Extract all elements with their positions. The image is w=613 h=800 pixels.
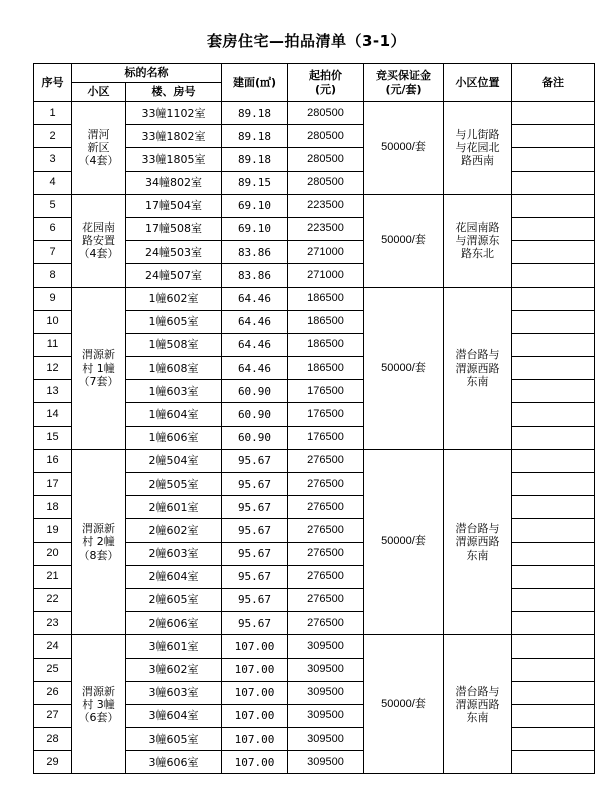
seq-cell: 9 — [34, 287, 72, 310]
area-cell: 95.67 — [222, 496, 288, 519]
area-cell: 107.00 — [222, 728, 288, 751]
header-start-price: 起拍价 (元) — [288, 64, 364, 102]
community-cell: 渭源新 村 3幢 （6套） — [72, 635, 126, 774]
remark-cell — [512, 751, 595, 774]
seq-cell: 12 — [34, 357, 72, 380]
remark-cell — [512, 310, 595, 333]
room-cell: 24幢507室 — [126, 264, 222, 287]
room-cell: 34幢802室 — [126, 171, 222, 194]
area-cell: 95.67 — [222, 588, 288, 611]
deposit-cell: 50000/套 — [364, 102, 444, 195]
seq-cell: 4 — [34, 171, 72, 194]
room-cell: 1幢603室 — [126, 380, 222, 403]
room-cell: 2幢505室 — [126, 473, 222, 496]
price-cell: 280500 — [288, 125, 364, 148]
remark-cell — [512, 217, 595, 240]
price-cell: 276500 — [288, 496, 364, 519]
price-cell: 176500 — [288, 380, 364, 403]
seq-cell: 25 — [34, 658, 72, 681]
room-cell: 3幢605室 — [126, 728, 222, 751]
table-row — [34, 287, 595, 310]
seq-cell: 6 — [34, 217, 72, 240]
seq-cell: 21 — [34, 565, 72, 588]
seq-cell: 3 — [34, 148, 72, 171]
room-cell: 2幢605室 — [126, 588, 222, 611]
room-cell: 33幢1805室 — [126, 148, 222, 171]
price-cell: 276500 — [288, 473, 364, 496]
seq-cell: 18 — [34, 496, 72, 519]
area-cell: 89.18 — [222, 102, 288, 125]
area-cell: 83.86 — [222, 264, 288, 287]
price-cell: 276500 — [288, 565, 364, 588]
price-cell: 309500 — [288, 635, 364, 658]
seq-cell: 10 — [34, 310, 72, 333]
remark-cell — [512, 125, 595, 148]
price-cell: 309500 — [288, 704, 364, 727]
price-cell: 276500 — [288, 542, 364, 565]
price-cell: 186500 — [288, 333, 364, 356]
remark-cell — [512, 264, 595, 287]
seq-cell: 27 — [34, 704, 72, 727]
community-cell: 渭源新 村 2幢 （8套） — [72, 449, 126, 635]
remark-cell — [512, 473, 595, 496]
seq-cell: 2 — [34, 125, 72, 148]
price-cell: 223500 — [288, 194, 364, 217]
remark-cell — [512, 403, 595, 426]
remark-cell — [512, 449, 595, 472]
remark-cell — [512, 333, 595, 356]
price-cell: 309500 — [288, 751, 364, 774]
seq-cell: 5 — [34, 194, 72, 217]
remark-cell — [512, 542, 595, 565]
area-cell: 60.90 — [222, 380, 288, 403]
area-cell: 95.67 — [222, 473, 288, 496]
room-cell: 2幢606室 — [126, 612, 222, 635]
price-cell: 176500 — [288, 426, 364, 449]
header-row-1 — [34, 64, 595, 83]
remark-cell — [512, 426, 595, 449]
area-cell: 69.10 — [222, 194, 288, 217]
remark-cell — [512, 565, 595, 588]
seq-cell: 14 — [34, 403, 72, 426]
header-location: 小区位置 — [444, 64, 512, 102]
table-row — [34, 194, 595, 217]
seq-cell: 8 — [34, 264, 72, 287]
price-cell: 271000 — [288, 264, 364, 287]
location-cell: 与儿街路 与花园北 路西南 — [444, 102, 512, 195]
room-cell: 1幢605室 — [126, 310, 222, 333]
area-cell: 107.00 — [222, 751, 288, 774]
header-name-group: 标的名称 — [72, 64, 222, 83]
remark-cell — [512, 658, 595, 681]
price-cell: 309500 — [288, 658, 364, 681]
room-cell: 3幢606室 — [126, 751, 222, 774]
room-cell: 3幢601室 — [126, 635, 222, 658]
area-cell: 60.90 — [222, 426, 288, 449]
room-cell: 3幢604室 — [126, 704, 222, 727]
room-cell: 1幢508室 — [126, 333, 222, 356]
room-cell: 33幢1802室 — [126, 125, 222, 148]
seq-cell: 1 — [34, 102, 72, 125]
price-cell: 276500 — [288, 588, 364, 611]
header-community: 小区 — [72, 83, 126, 102]
price-cell: 223500 — [288, 217, 364, 240]
seq-cell: 22 — [34, 588, 72, 611]
deposit-cell: 50000/套 — [364, 287, 444, 449]
remark-cell — [512, 704, 595, 727]
price-cell: 186500 — [288, 287, 364, 310]
price-cell: 186500 — [288, 310, 364, 333]
remark-cell — [512, 612, 595, 635]
area-cell: 89.15 — [222, 171, 288, 194]
area-cell: 107.00 — [222, 681, 288, 704]
deposit-cell: 50000/套 — [364, 194, 444, 287]
room-cell: 1幢606室 — [126, 426, 222, 449]
remark-cell — [512, 102, 595, 125]
seq-cell: 20 — [34, 542, 72, 565]
remark-cell — [512, 287, 595, 310]
area-cell: 107.00 — [222, 658, 288, 681]
room-cell: 2幢602室 — [126, 519, 222, 542]
room-cell: 2幢504室 — [126, 449, 222, 472]
room-cell: 1幢602室 — [126, 287, 222, 310]
area-cell: 64.46 — [222, 287, 288, 310]
deposit-cell: 50000/套 — [364, 635, 444, 774]
remark-cell — [512, 194, 595, 217]
remark-cell — [512, 241, 595, 264]
price-cell: 186500 — [288, 357, 364, 380]
header-area: 建面(㎡) — [222, 64, 288, 102]
header-seq: 序号 — [34, 64, 72, 102]
seq-cell: 7 — [34, 241, 72, 264]
location-cell: 潜台路与 渭源西路 东南 — [444, 287, 512, 449]
price-cell: 280500 — [288, 102, 364, 125]
location-cell: 潜台路与 渭源西路 东南 — [444, 635, 512, 774]
price-cell: 176500 — [288, 403, 364, 426]
area-cell: 89.18 — [222, 148, 288, 171]
seq-cell: 23 — [34, 612, 72, 635]
header-building-room: 楼、房号 — [126, 83, 222, 102]
community-cell: 花园南 路安置 （4套） — [72, 194, 126, 287]
room-cell: 17幢508室 — [126, 217, 222, 240]
area-cell: 95.67 — [222, 565, 288, 588]
seq-cell: 15 — [34, 426, 72, 449]
seq-cell: 13 — [34, 380, 72, 403]
price-cell: 276500 — [288, 449, 364, 472]
remark-cell — [512, 588, 595, 611]
table-row — [34, 635, 595, 658]
price-cell: 276500 — [288, 612, 364, 635]
remark-cell — [512, 519, 595, 542]
price-cell: 280500 — [288, 148, 364, 171]
seq-cell: 11 — [34, 333, 72, 356]
price-cell: 276500 — [288, 519, 364, 542]
room-cell: 2幢601室 — [126, 496, 222, 519]
price-cell: 309500 — [288, 681, 364, 704]
seq-cell: 28 — [34, 728, 72, 751]
room-cell: 1幢608室 — [126, 357, 222, 380]
auction-list-table — [33, 63, 595, 774]
header-remark: 备注 — [512, 64, 595, 102]
seq-cell: 26 — [34, 681, 72, 704]
room-cell: 33幢1102室 — [126, 102, 222, 125]
remark-cell — [512, 380, 595, 403]
community-cell: 渭源新 村 1幢 （7套） — [72, 287, 126, 449]
remark-cell — [512, 728, 595, 751]
area-cell: 95.67 — [222, 449, 288, 472]
remark-cell — [512, 171, 595, 194]
price-cell: 271000 — [288, 241, 364, 264]
location-cell: 潜台路与 渭源西路 东南 — [444, 449, 512, 635]
header-deposit: 竞买保证金 (元/套) — [364, 64, 444, 102]
room-cell: 17幢504室 — [126, 194, 222, 217]
room-cell: 2幢604室 — [126, 565, 222, 588]
room-cell: 3幢603室 — [126, 681, 222, 704]
room-cell: 1幢604室 — [126, 403, 222, 426]
room-cell: 2幢603室 — [126, 542, 222, 565]
area-cell: 95.67 — [222, 542, 288, 565]
room-cell: 3幢602室 — [126, 658, 222, 681]
page-title: 套房住宅—拍品清单（3-1） — [206, 32, 407, 50]
remark-cell — [512, 148, 595, 171]
seq-cell: 17 — [34, 473, 72, 496]
area-cell: 64.46 — [222, 310, 288, 333]
room-cell: 24幢503室 — [126, 241, 222, 264]
table-row — [34, 449, 595, 472]
deposit-cell: 50000/套 — [364, 449, 444, 635]
price-cell: 280500 — [288, 171, 364, 194]
remark-cell — [512, 635, 595, 658]
seq-cell: 16 — [34, 449, 72, 472]
area-cell: 60.90 — [222, 403, 288, 426]
area-cell: 83.86 — [222, 241, 288, 264]
remark-cell — [512, 496, 595, 519]
area-cell: 64.46 — [222, 333, 288, 356]
seq-cell: 29 — [34, 751, 72, 774]
seq-cell: 24 — [34, 635, 72, 658]
area-cell: 69.10 — [222, 217, 288, 240]
location-cell: 花园南路 与渭源东 路东北 — [444, 194, 512, 287]
table-row — [34, 102, 595, 125]
area-cell: 89.18 — [222, 125, 288, 148]
area-cell: 95.67 — [222, 612, 288, 635]
area-cell: 107.00 — [222, 704, 288, 727]
remark-cell — [512, 357, 595, 380]
seq-cell: 19 — [34, 519, 72, 542]
community-cell: 渭河 新区 （4套） — [72, 102, 126, 195]
area-cell: 95.67 — [222, 519, 288, 542]
area-cell: 107.00 — [222, 635, 288, 658]
price-cell: 309500 — [288, 728, 364, 751]
area-cell: 64.46 — [222, 357, 288, 380]
remark-cell — [512, 681, 595, 704]
